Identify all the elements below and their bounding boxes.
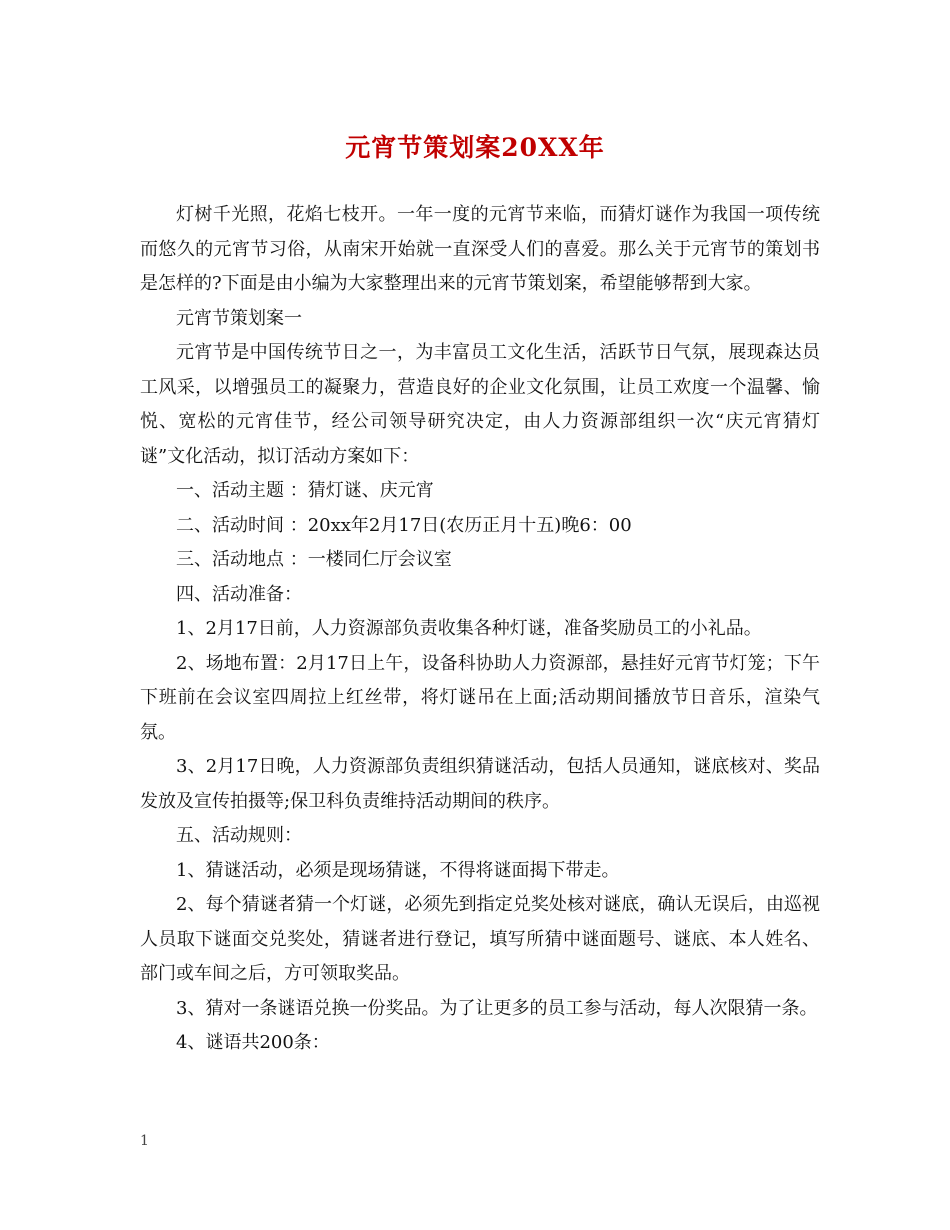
paragraph-preparation-heading: 四、活动准备： bbox=[176, 583, 302, 605]
paragraph-activity-theme: 一、活动主题 ：猜灯谜、庆元宵 bbox=[176, 480, 434, 501]
paragraph-preparation-1: 1、2月17日前，人力资源部负责收集各种灯谜，准备奖励员工的小礼品。 bbox=[176, 618, 762, 639]
paragraph-rule-3: 3、猜对一条谜语兑换一份奖品。为了让更多的员工参与活动，每人次限猜一条。 bbox=[176, 997, 818, 1019]
paragraph-rule-4: 4、谜语共200条： bbox=[176, 1032, 330, 1053]
paragraph-activity-time: 二、活动时间 ：20xx年2月17日(农历正月十五)晚6：00 bbox=[176, 514, 632, 536]
paragraph-intro: 灯树千光照，花焰七枝开。一年一度的元宵节来临，而猜灯谜作为我国一项传统而悠久的元宵节习俗，从南宋开始就一直深受人们的喜爱。那么关于元宵节的策划书是怎样的?下面是由小编为大家整理出来的元宵节策划案，希望能够帮到大家。 bbox=[140, 204, 820, 294]
document-title: 元宵节策划案20XX年 bbox=[345, 133, 605, 162]
page-number: 1 bbox=[140, 1133, 149, 1149]
paragraph-preparation-2: 2、场地布置：2月17日上午，设备科协助人力资源部，悬挂好元宵节灯笼；下午下班前在会议室四周拉上红丝带，将灯谜吊在上面;活动期间播放节日音乐，渲染气氛。 bbox=[140, 652, 820, 743]
section-heading-plan-one: 元宵节策划案一 bbox=[176, 307, 302, 329]
document-body bbox=[140, 198, 820, 1061]
paragraph-rule-2: 2、每个猜谜者猜一个灯谜，必须先到指定兑奖处核对谜底，确认无误后，由巡视人员取下谜面交兑奖处，猜谜者进行登记，填写所猜中谜面题号、谜底、本人姓名、部门或车间之后，方可领取奖品。 bbox=[140, 894, 820, 984]
paragraph-preparation-3: 3、2月17日晚，人力资源部负责组织猜谜活动，包括人员通知，谜底核对、奖品发放及宣传拍摄等;保卫科负责维持活动期间的秩序。 bbox=[140, 756, 820, 812]
paragraph-activity-location: 三、活动地点 ：一楼同仁厅会议室 bbox=[176, 549, 452, 570]
paragraph-rules-heading: 五、活动规则： bbox=[176, 825, 302, 846]
paragraph-rule-1: 1、猜谜活动，必须是现场猜谜，不得将谜面揭下带走。 bbox=[176, 859, 620, 881]
paragraph-plan-intro: 元宵节是中国传统节日之一，为丰富员工文化生活，活跃节日气氛，展现森达员工风采，以增强员工的凝聚力，营造良好的企业文化氛围，让员工欢度一个温馨、愉悦、宽松的元宵佳节，经公司领导研究决定，由人力资源部组织一次“庆元宵猜灯谜”文化活动，拟订活动方案如下： bbox=[140, 342, 820, 467]
